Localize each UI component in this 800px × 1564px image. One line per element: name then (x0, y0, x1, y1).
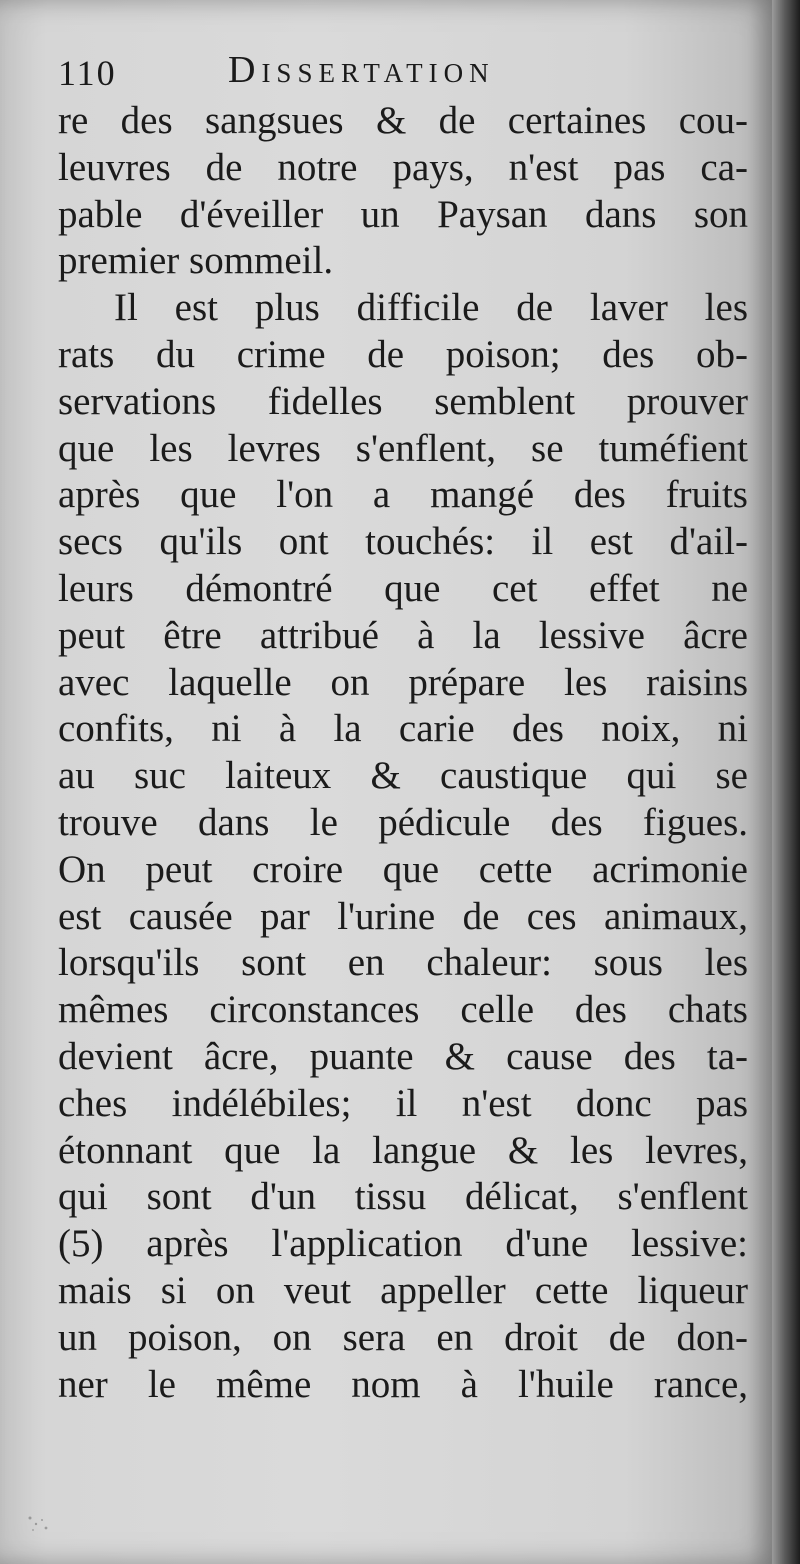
text-line: peut être attribué à la lessive âcre (58, 613, 748, 657)
text-line: servations fidelles semblent prouver (58, 379, 748, 423)
text-line: mais si on veut appeller cette liqueur (58, 1268, 748, 1312)
text-line: ner le même nom à l'huile rance, (58, 1362, 748, 1406)
text-line: après que l'on a mangé des fruits (58, 473, 748, 517)
body-text (58, 98, 748, 1408)
text-line: leurs démontré que cet effet ne (58, 566, 748, 610)
text-line: premier sommeil. (58, 239, 334, 283)
text-line: devient âcre, puante & cause des ta- (58, 1034, 748, 1078)
text-line: avec laquelle on prépare les raisins (58, 660, 748, 704)
paragraph-start-line: Il est plus difficile de laver les (114, 286, 748, 330)
text-line: au suc laiteux & caustique qui se (58, 754, 748, 798)
text-line: ches indélébiles; il n'est donc pas (58, 1081, 748, 1125)
text-line: On peut croire que cette acrimonie (58, 847, 748, 891)
text-line: mêmes circonstances celle des chats (58, 988, 748, 1032)
text-line: rats du crime de poison; des ob- (58, 332, 748, 376)
book-gutter-shadow (772, 0, 800, 1564)
text-line: un poison, on sera en droit de don- (58, 1315, 748, 1359)
text-line: étonnant que la langue & les levres, (58, 1128, 748, 1172)
text-line: (5) après l'application d'une lessive: (58, 1222, 748, 1266)
text-line: est causée par l'urine de ces animaux, (58, 894, 748, 938)
text-line: re des sangsues & de certaines cou- (58, 99, 748, 142)
text-line: qui sont d'un tissu délicat, s'enflent (58, 1175, 748, 1219)
page-header (58, 48, 748, 100)
text-line: pable d'éveiller un Paysan dans son (58, 192, 748, 236)
running-title: Dissertation (228, 49, 495, 91)
page-number: 110 (58, 53, 117, 93)
text-line: trouve dans le pédicule des figues. (58, 800, 748, 844)
text-line: confits, ni à la carie des noix, ni (58, 707, 748, 751)
ink-speck-mark (24, 1510, 54, 1536)
text-line: leuvres de notre pays, n'est pas ca- (58, 145, 748, 189)
text-line: que les levres s'enflent, se tuméfient (58, 426, 748, 470)
text-line: secs qu'ils ont touchés: il est d'ail- (58, 520, 748, 564)
text-line: lorsqu'ils sont en chaleur: sous les (58, 941, 748, 985)
